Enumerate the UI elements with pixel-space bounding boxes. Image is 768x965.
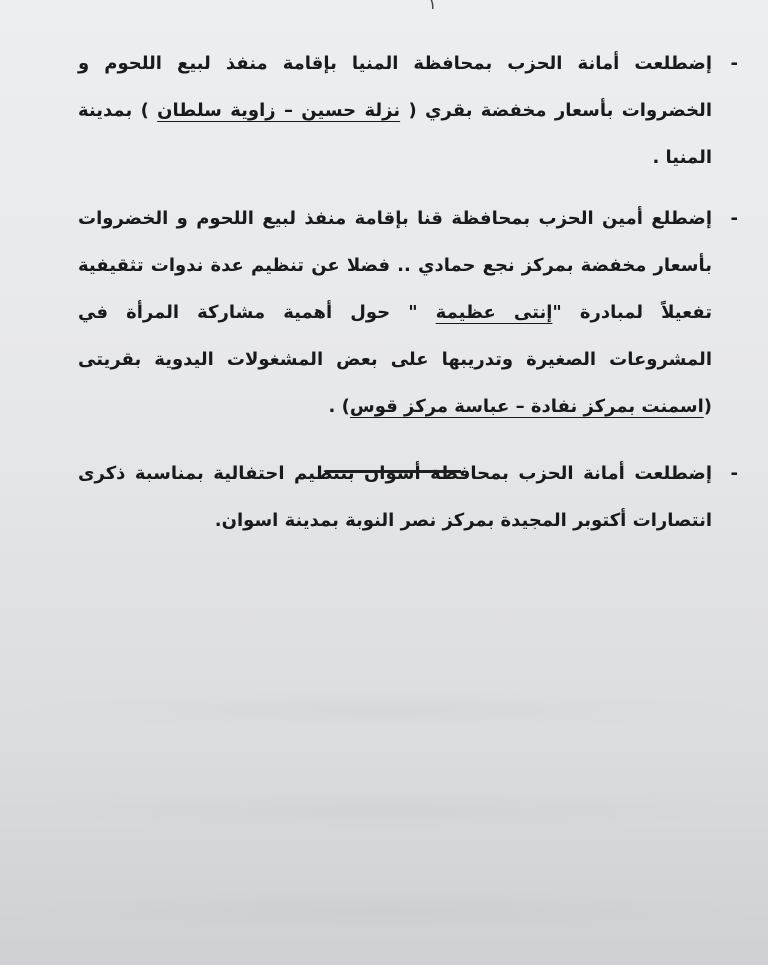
bleed-through-shadow [0,790,768,830]
item-text: ) بمدينة المنيا . [78,100,712,168]
bullet-dash: - [730,53,738,74]
bleed-through-shadow [0,690,768,730]
page-number: ١ [428,0,437,13]
item-text: إضطلع أمين الحزب بمحافظة قنا بإقامة منفذ لبيع اللحوم و الخضروات بأسعار مخفضة بمركز نجع حمادي .. فضلا عن تنظيم عدة ندوات تثقيفية تفعيلاً لمبادرة " [78,208,712,323]
underlined-villages: نزلة حسين – زاوية سلطان [157,100,401,121]
bullet-dash: - [730,463,738,484]
section-divider [325,470,461,473]
activity-list [78,40,738,558]
underlined-villages: اسمنت بمركز نفادة – عباسة مركز قوس [349,396,704,417]
underlined-initiative: إنتى عظيمة [435,302,553,323]
item-text: ) . [328,396,350,417]
list-item [78,450,738,544]
item-text: إضطلعت أمانة الحزب بمحافظة المنيا بإقامة منفذ لبيع اللحوم و الخضروات بأسعار مخفضة بقري ( [78,53,712,121]
list-item [78,40,738,181]
list-item [78,195,738,430]
item-text: " حول أهمية مشاركة المرأة في المشروعات الصغيرة وتدريبها على بعض المشغولات اليدوية بقريتى ( [78,302,712,417]
bleed-through-shadow [0,890,768,930]
bullet-dash: - [730,208,738,229]
item-text: إضطلعت أمانة الحزب بمحافظة أسوان بتنظيم احتفالية بمناسبة ذكرى انتصارات أكتوبر المجيدة بمركز نصر النوبة بمدينة اسوان. [78,463,712,531]
